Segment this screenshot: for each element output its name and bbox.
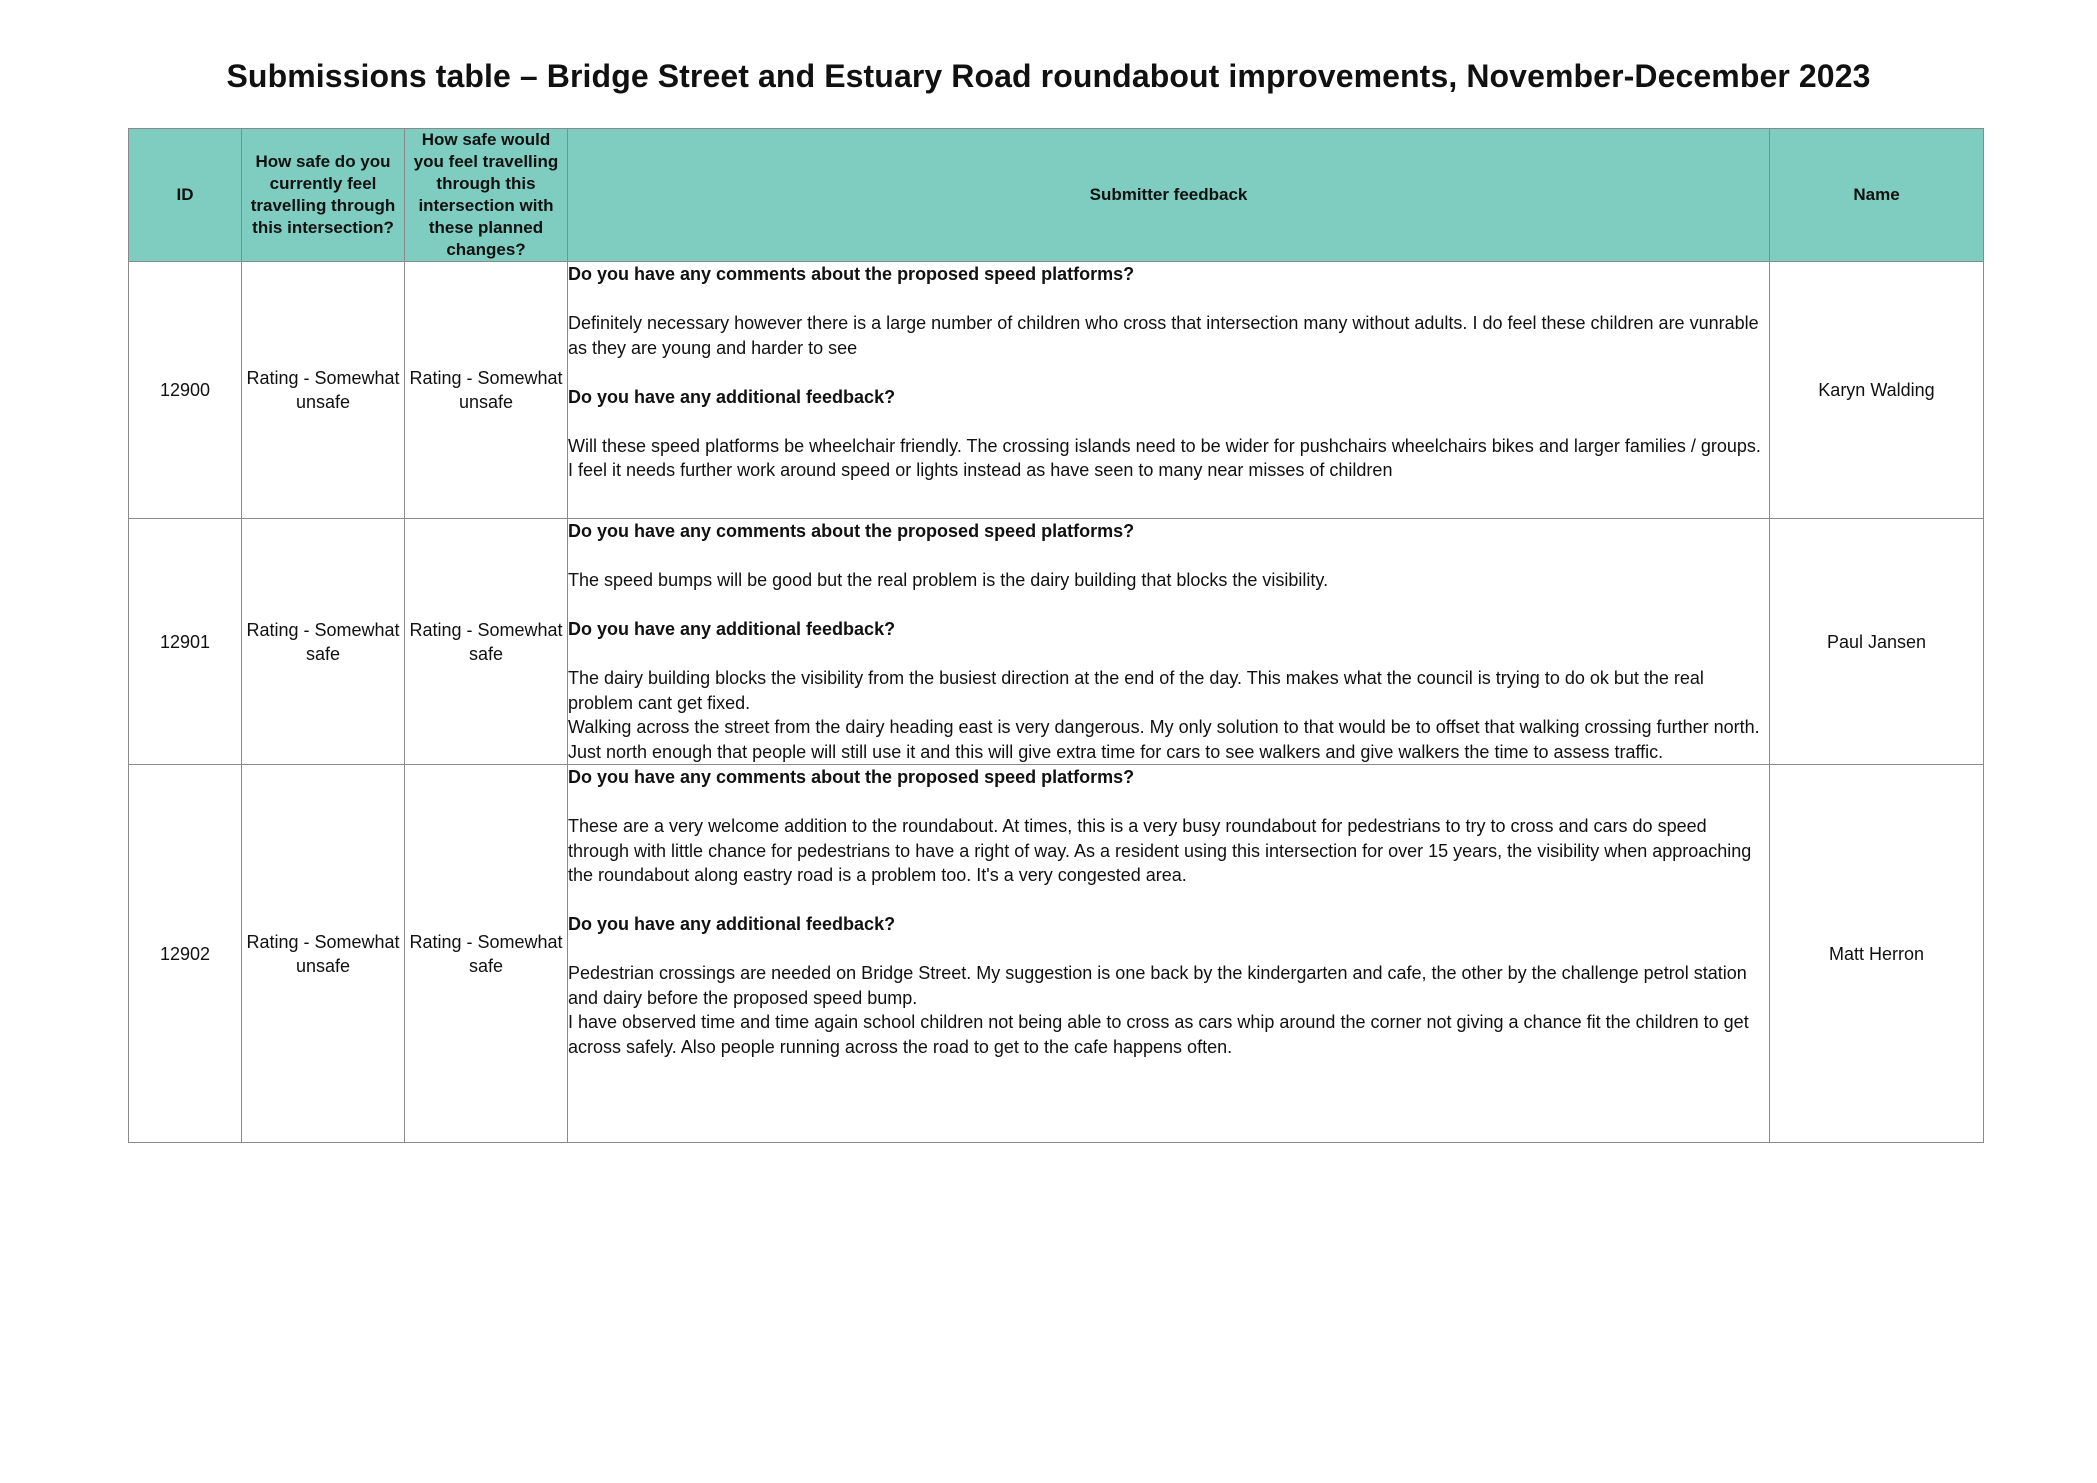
current-safety-rating: Rating - Somewhat unsafe <box>242 262 405 519</box>
page-title: Submissions table – Bridge Street and Estuary Road roundabout improvements, November-December 2023 <box>226 58 1871 94</box>
submissions-table <box>128 128 1984 1143</box>
submitter-feedback <box>568 519 1770 765</box>
header-planned-safety: How safe would you feel travelling through this intersection with these planned changes? <box>405 129 568 262</box>
feedback-answer: The dairy building blocks the visibility from the busiest direction at the end of the day. This makes what the council is trying to do ok but the real problem cant get fixed. <box>568 668 1704 713</box>
submission-id: 12901 <box>129 519 242 765</box>
feedback-answer: These are a very welcome addition to the roundabout. At times, this is a very busy roundabout for pedestrians to try to cross and cars do speed through with little chance for pedestrians to have a right of way. As a resident using this intersection for over 15 years, the visibility when approaching the roundabout along eastry road is a problem too. It's a very congested area. <box>568 816 1752 885</box>
feedback-question-additional: Do you have any additional feedback? <box>568 619 896 639</box>
current-safety-rating: Rating - Somewhat unsafe <box>242 765 405 1143</box>
submitter-name: Paul Jansen <box>1770 519 1984 765</box>
feedback-answer: The speed bumps will be good but the real problem is the dairy building that blocks the visibility. <box>568 570 1329 590</box>
submission-id: 12900 <box>129 262 242 519</box>
feedback-answer: Pedestrian crossings are needed on Bridge Street. My suggestion is one back by the kindergarten and cafe, the other by the challenge petrol station and dairy before the proposed speed bump. <box>568 963 1747 1008</box>
feedback-answer: Definitely necessary however there is a large number of children who cross that intersection many without adults. I do feel these children are vunrable as they are young and harder to see <box>568 313 1759 358</box>
planned-safety-rating: Rating - Somewhat safe <box>405 765 568 1143</box>
header-feedback: Submitter feedback <box>568 129 1770 262</box>
feedback-question-additional: Do you have any additional feedback? <box>568 386 896 407</box>
planned-safety-rating: Rating - Somewhat unsafe <box>405 262 568 519</box>
submitter-feedback <box>568 765 1770 1143</box>
header-name: Name <box>1770 129 1984 262</box>
feedback-answer: I have observed time and time again school children not being able to cross as cars whip around the corner not giving a chance fit the children to get across safely. Also people running across the road to get to the cafe happens often. <box>568 1012 1749 1057</box>
submitter-feedback <box>568 262 1770 519</box>
feedback-question-speed-platforms: Do you have any comments about the proposed speed platforms? <box>568 767 1135 787</box>
feedback-question-speed-platforms: Do you have any comments about the proposed speed platforms? <box>568 521 1135 541</box>
submitter-name: Karyn Walding <box>1770 262 1984 519</box>
feedback-question-speed-platforms: Do you have any comments about the proposed speed platforms? <box>568 264 1135 284</box>
feedback-question-additional: Do you have any additional feedback? <box>568 914 896 934</box>
feedback-answer: Will these speed platforms be wheelchair friendly. The crossing islands need to be wider for pushchairs wheelchairs bikes and larger families / groups. I feel it needs further work around speed or lights instead as have seen to many near misses of children <box>568 435 1761 480</box>
current-safety-rating: Rating - Somewhat safe <box>242 519 405 765</box>
table-header-row <box>129 129 1984 262</box>
feedback-answer: Walking across the street from the dairy heading east is very dangerous. My only solution to that would be to offset that walking crossing further north. Just north enough that people will still use it and this will give extra time for cars to see walkers and give walkers the time to assess traffic. <box>568 717 1760 762</box>
planned-safety-rating: Rating - Somewhat safe <box>405 519 568 765</box>
table-row <box>129 519 1984 765</box>
submission-id: 12902 <box>129 765 242 1143</box>
submitter-name: Matt Herron <box>1770 765 1984 1143</box>
header-id: ID <box>129 129 242 262</box>
table-row <box>129 765 1984 1143</box>
table-row <box>129 262 1984 519</box>
header-current-safety: How safe do you currently feel travelling through this intersection? <box>242 129 405 262</box>
